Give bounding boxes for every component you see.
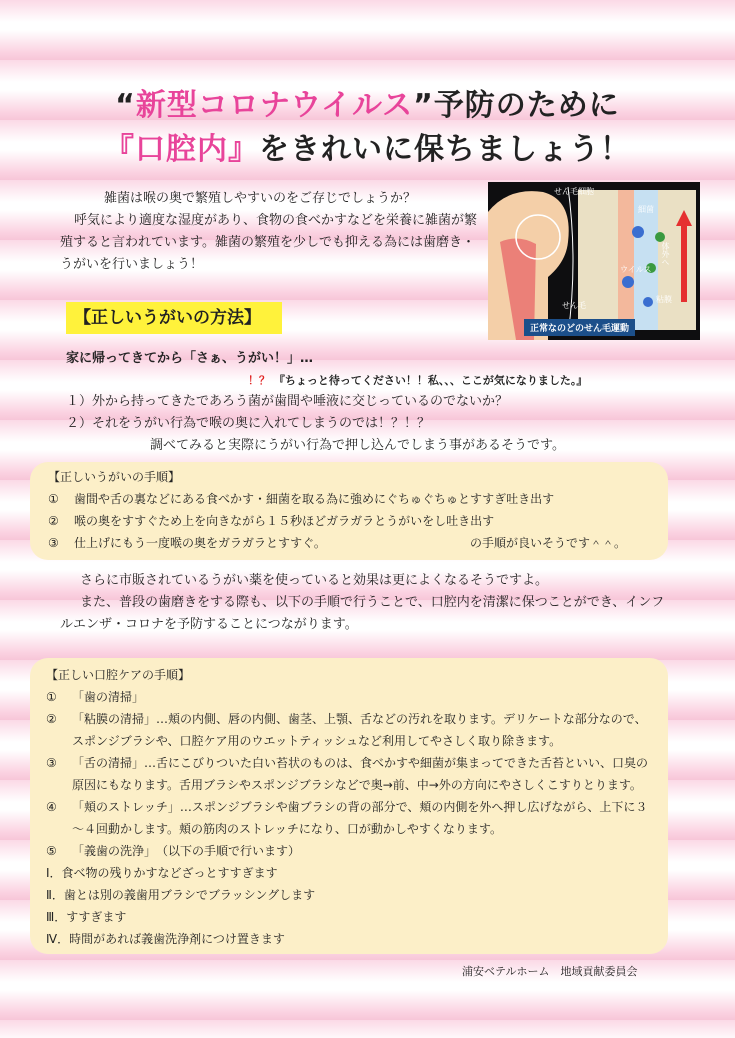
gargle-method-heading: 【正しいうがいの方法】 [66,302,282,334]
after-line2: また、普段の歯磨きをする際も、以下の手順で行うことで、口腔内を清潔に保つことができ、インフルエンザ・コロナを予防することにつながります。 [60,595,665,632]
list-item: ② 喉の奥をすすぐため上を向きながら１５秒ほどガラガラとうがいをし吐き出す [48,514,495,528]
gargle-steps-heading: 【正しいうがいの手順】 [48,470,181,484]
list-item: ⑤ 「義歯の洗浄」 （以下の手順で行います） [46,844,301,858]
dialogue-home: 家に帰ってきてから「さぁ、うがい！」… [66,351,314,366]
throat-cilia-illustration [488,182,700,340]
diagram-caption: 正常なのどのせん毛運動 [524,319,635,336]
diagram-label-outside: 体外へ [661,242,670,266]
dialogue-wait-marks: ！？ [248,374,270,387]
diagram-label-mucus: 粘膜 [656,295,672,304]
footer-credit: 浦安ベテルホーム 地域貢献委員会 [462,965,638,978]
intro-paragraph [60,188,480,276]
title-quote-close: ” [413,88,434,123]
gargle-steps-box [30,462,668,560]
title-rest: 予防のために [433,88,620,123]
list-item: ④ 「頬のストレッチ」…スポンジブラシや歯ブラシの背の部分で、頬の内側を外へ押し広げながら、上下に３ [46,800,648,814]
title-accent-covid: 新型コロナウイルス [135,88,414,123]
question-1: １）外から持ってきたであろう菌が歯間や唾液に交じっているのでないか？ [66,394,509,409]
diagram-label-bacteria: 細菌 [638,205,654,214]
list-item: ～４回動かします。頬の筋肉のストレッチになり、口が動かしやすくなります。 [72,822,502,836]
dialogue-wait [248,372,587,388]
title-accent-oral: 『口腔内』 [104,132,259,167]
diagram-label-virus: ウイルス [620,265,652,274]
after-gargle-paragraph [60,570,670,636]
diagram-label-cilia-cell: せん毛細胞 [554,187,594,196]
title-rest2: をきれいに保ちましょう！ [259,132,631,167]
page-title-line2 [0,124,735,168]
research-note: 調べてみると実際にうがい行為で押し込んでしまう事があるそうです。 [150,438,565,453]
question-2: ２）それをうがい行為で喉の奥に入れてしまうのでは！？！？ [66,416,431,431]
list-item: ③ 仕上げにもう一度喉の奥をガラガラとすすぐ。 の手順が良いそうです＾＾。 [48,532,668,554]
denture-step: Ⅳ．時間があれば義歯洗浄剤につけ置きます [46,932,285,946]
page-title-line1 [0,80,735,124]
list-item: ② 「粘膜の清掃」…頬の内側、唇の内側、歯茎、上顎、舌などの汚れを取ります。デリケートな部分なので、 [46,712,647,726]
diagram-label-cilia: せん毛 [562,301,586,310]
list-item: ① 歯間や舌の裏などにある食べかす・細菌を取る為に強めにぐちゅぐちゅとすすぎ吐き出す [48,492,555,506]
intro-line2: 呼気により適度な湿度があり、食物の食べかすなどを栄養に雑菌が繁殖すると言われています。雑菌の繁殖を少しでも抑える為には歯磨き・うがいを行いましょう！ [60,213,478,272]
list-item: ③ 「舌の清掃」…舌にこびりついた白い苔状のものは、食べかすや細菌が集まってできた舌苔といい、口臭の [46,756,649,770]
oral-care-heading: 【正しい口腔ケアの手順】 [46,668,191,682]
dialogue-wait-text: 『ちょっと待ってください！！私、、、ここが気になりました。』 [273,374,588,387]
intro-line1: 雑菌は喉の奥で繁殖しやすいのをご存じでしょうか？ [104,191,417,206]
list-item: ① 「歯の清掃」 [46,690,145,704]
denture-step: Ⅲ．すすぎます [46,910,127,924]
denture-step: Ⅱ．歯とは別の義歯用ブラシでブラッシングします [46,888,316,902]
denture-step: Ⅰ．食べ物の残りかすなどざっとすすぎます [46,866,278,880]
title-quote-open: “ [115,88,136,123]
list-item: 原因にもなります。舌用ブラシやスポンジブラシなどで奥→前、中→外の方向にやさしくこすりとります。 [72,778,642,792]
oral-care-box [30,658,668,954]
gargle-steps-tail: の手順が良いそうです＾＾。 [470,536,627,550]
list-item: スポンジブラシや、口腔ケア用のウエットティッシュなど利用してやさしく取り除きます。 [72,734,562,748]
after-line1: さらに市販されているうがい薬を使っていると効果は更によくなるそうですよ。 [80,573,549,588]
